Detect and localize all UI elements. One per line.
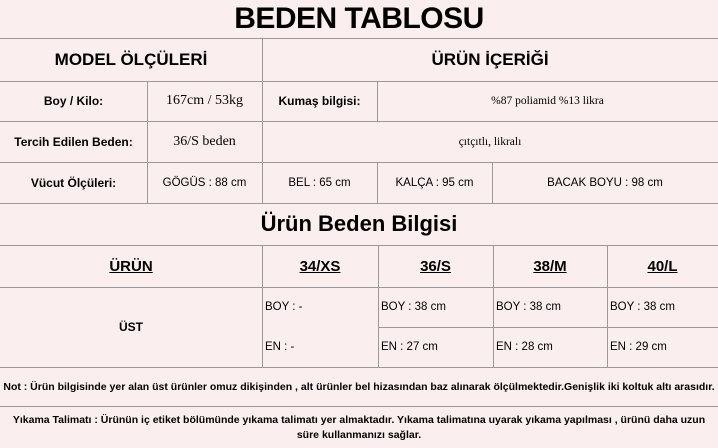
- en-34: EN : -: [265, 341, 295, 353]
- kalca-value: KALÇA : 95 cm: [395, 176, 474, 189]
- size-34-xs: 34/XS: [299, 257, 341, 275]
- ust-label: ÜST: [119, 320, 143, 334]
- size-36-s: 36/S: [420, 257, 451, 275]
- urun-icerigi-header: ÜRÜN İÇERİĞİ: [431, 49, 549, 69]
- model-olculeri-header: MODEL ÖLÇÜLERİ: [54, 49, 208, 69]
- kumas-label: Kumaş bilgisi:: [278, 94, 361, 108]
- gogus-value: GÖGÜS : 88 cm: [162, 176, 247, 189]
- en-38: EN : 28 cm: [496, 341, 553, 353]
- size-38-m: 38/M: [533, 257, 567, 275]
- yikama-talimati: Yıkama Talimatı : Ürünün iç etiket bölümünde yıkama talimatı yer almaktadır. Yıkama talimatına uyarak yıkama yapılması , ürünü daha uzun süre kullanmanızı sağlar.: [12, 413, 706, 441]
- boy-36: BOY : 38 cm: [381, 301, 446, 313]
- tercih-label: Tercih Edilen Beden:: [14, 134, 133, 149]
- boy-40: BOY : 38 cm: [610, 301, 675, 313]
- boy-38: BOY : 38 cm: [496, 301, 561, 313]
- vucut-label: Vücut Ölçüleri:: [30, 175, 117, 190]
- size-40-l: 40/L: [647, 257, 678, 275]
- bacak-value: BACAK BOYU : 98 cm: [547, 176, 663, 189]
- kumas-value: %87 poliamid %13 likra: [491, 95, 604, 107]
- bel-value: BEL : 65 cm: [288, 176, 351, 189]
- ozellik-value: çıtçıtlı, likralı: [458, 135, 522, 148]
- tercih-value: 36/S beden: [173, 133, 236, 149]
- col-urun: ÜRÜN: [109, 257, 153, 275]
- boy-kilo-value: 167cm / 53kg: [166, 93, 243, 108]
- boy-kilo-label: Boy / Kilo:: [43, 94, 104, 108]
- en-40: EN : 29 cm: [610, 341, 667, 353]
- boy-34: BOY : -: [265, 301, 303, 313]
- page-title: BEDEN TABLOSU: [234, 2, 484, 35]
- beden-bilgisi-title: Ürün Beden Bilgisi: [260, 211, 458, 236]
- en-36: EN : 27 cm: [381, 341, 438, 353]
- olcum-notu: Not : Ürün bilgisinde yer alan üst ürünler omuz dikişinden , alt ürünler bel hizasından baz alınarak ölçülmektedir.Genişlik iki koltuk altı arasıdır.: [3, 380, 715, 393]
